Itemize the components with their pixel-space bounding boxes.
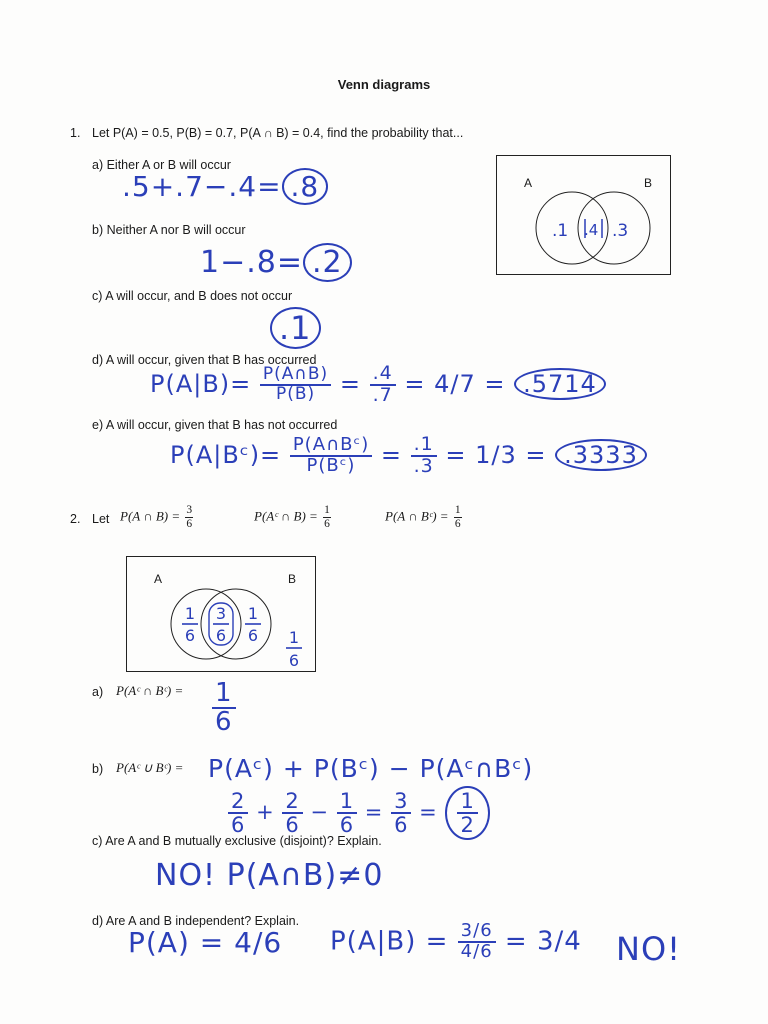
- q1-venn-both: .4: [584, 221, 599, 239]
- q2-given-2-num: 1: [324, 504, 330, 516]
- q2-venn-circle-a: [171, 589, 241, 659]
- q1d-eq2: = 4/7 =: [404, 369, 506, 398]
- q2b-t4-den: 6: [394, 813, 409, 838]
- q2b-t1: [228, 790, 248, 836]
- q2a-answer: [212, 680, 236, 737]
- q2-given-3-num: 1: [454, 504, 461, 516]
- q2b-t1-num: 2: [228, 790, 248, 814]
- q1a-expression: .5+.7−.4=: [122, 170, 282, 203]
- q2-venn-label-b: B: [288, 572, 297, 586]
- q2-venn-label-a: A: [154, 572, 163, 586]
- q2-venn-a-only-den: 6: [184, 626, 196, 645]
- q1e-frac1-num: P(A∩Bᶜ): [290, 436, 372, 457]
- q1e-frac2-num: .1: [411, 435, 437, 457]
- q2d-frac: [458, 922, 496, 962]
- q1e-frac2: [411, 435, 437, 477]
- q2d-verdict: NO!: [616, 930, 681, 968]
- q1d-work: [150, 364, 606, 406]
- q2a-answer-den: 6: [215, 707, 233, 738]
- q1e-eq1: =: [380, 440, 402, 469]
- q2-number: 2.: [70, 512, 81, 526]
- q2d-frac-num: 3/6: [458, 922, 496, 943]
- q1d-frac2-den: .7: [372, 383, 393, 406]
- q2-given-3-den: 6: [454, 518, 461, 530]
- q1e-lhs: P(A|Bᶜ)=: [170, 440, 282, 469]
- q2b-answer-den: 2: [460, 813, 475, 838]
- q1e-label: e) A will occur, given that B has not occurred: [92, 418, 338, 432]
- q2-given-2: [254, 504, 331, 531]
- q1a-answer: .8: [282, 168, 329, 205]
- q2-given-1-frac: [185, 504, 193, 531]
- q2b-op4: =: [419, 800, 438, 825]
- q2-given-3-frac: [454, 504, 462, 531]
- q1b-label: b) Neither A nor B will occur: [92, 223, 246, 237]
- q1b-work: [200, 243, 352, 282]
- q2-given-2-expr: P(Aᶜ ∩ B) =: [254, 508, 318, 524]
- q2-venn-both-num: 3: [215, 604, 227, 623]
- q2-given-1-den: 6: [186, 518, 193, 530]
- q2-venn-b-only-num: 1: [247, 604, 259, 623]
- q2a-answer-num: 1: [212, 680, 236, 709]
- q2b-line1: P(Aᶜ) + P(Bᶜ) − P(Aᶜ∩Bᶜ): [208, 754, 534, 783]
- q2-given-2-den: 6: [324, 518, 330, 530]
- q2a-work: [212, 680, 236, 737]
- q1-prompt: Let P(A) = 0.5, P(B) = 0.7, P(A ∩ B) = 0.4, find the probability that...: [92, 126, 464, 140]
- q2-venn-both-den: 6: [215, 626, 227, 645]
- q2d-frac-den: 4/6: [460, 940, 493, 962]
- q1e-frac2-den: .3: [413, 454, 434, 477]
- q1-venn-b-only: .3: [612, 221, 629, 241]
- q1d-eq1: =: [339, 369, 361, 398]
- q2-given-1-expr: P(A ∩ B) =: [120, 508, 181, 524]
- q1d-frac2: [370, 364, 396, 406]
- q1b-answer: .2: [303, 243, 352, 282]
- q2a-expr: P(Aᶜ ∩ Bᶜ) =: [116, 683, 184, 698]
- q2-venn-a-only-num: 1: [184, 604, 196, 623]
- q2b-t2-num: 2: [282, 790, 302, 814]
- q2-venn-diagram: [126, 556, 316, 672]
- q1e-answer: .3333: [555, 439, 647, 471]
- q2d-pab: P(A|B) =: [330, 926, 449, 957]
- q2-given-1: [120, 504, 193, 531]
- q1c-work: [270, 307, 321, 349]
- q1-venn-box: [497, 156, 671, 275]
- q2b-t4: [391, 790, 411, 836]
- q2b-answer-num: 1: [457, 790, 477, 814]
- q1d-frac1: [260, 366, 331, 404]
- q2c-label: c) Are A and B mutually exclusive (disjoint)? Explain.: [92, 834, 382, 848]
- q2-given-3-expr: P(A ∩ Bᶜ) =: [385, 508, 449, 524]
- q1c-answer: .1: [270, 307, 321, 349]
- q2d-pa: P(A) = 4/6: [128, 926, 283, 959]
- q1d-answer: .5714: [514, 368, 606, 400]
- q1e-frac1: [290, 436, 372, 476]
- q2-venn-b-only-den: 6: [247, 626, 259, 645]
- q2d-work: [330, 922, 582, 962]
- q1d-frac1-num: P(A∩B): [260, 366, 331, 386]
- q2b-t2: [282, 790, 302, 836]
- q2-given-2-frac: [323, 504, 331, 531]
- q1a-label: a) Either A or B will occur: [92, 158, 231, 172]
- q1a-work: [122, 168, 328, 205]
- q2d-eq: = 3/4: [504, 926, 582, 957]
- q2-given-1-num: 3: [186, 504, 193, 516]
- q1d-lhs: P(A|B)=: [150, 369, 252, 398]
- q1e-frac1-den: P(Bᶜ): [306, 454, 356, 476]
- q2b-t3: [337, 790, 357, 836]
- q1-number: 1.: [70, 126, 81, 140]
- q2d-label: d) Are A and B independent? Explain.: [92, 914, 300, 928]
- q2b-t3-num: 1: [337, 790, 357, 814]
- q2-let: Let: [92, 512, 110, 526]
- q1b-expression: 1−.8=: [200, 245, 303, 280]
- q2b-op2: −: [310, 800, 330, 825]
- q1d-label: d) A will occur, given that B has occurred: [92, 353, 317, 367]
- q2b-op1: +: [256, 800, 275, 825]
- q1-venn-label-b: B: [644, 176, 653, 190]
- q2-venn-outside-den: 6: [288, 651, 300, 670]
- q2b-expr: P(Aᶜ ∪ Bᶜ) =: [116, 760, 184, 775]
- q2b-answer: [445, 786, 489, 840]
- page-title: Venn diagrams: [337, 77, 431, 92]
- q2-given-3: [385, 504, 462, 531]
- q2b-t4-num: 3: [391, 790, 411, 814]
- q2c-answer: NO! P(A∩B)≠0: [155, 858, 384, 893]
- q2b-op3: =: [364, 800, 384, 825]
- q1d-frac1-den: P(B): [275, 383, 316, 404]
- q2b-t2-den: 6: [285, 813, 300, 838]
- q1-venn-diagram: [496, 155, 671, 275]
- q2b-label: b): [92, 762, 104, 776]
- q1c-label: c) A will occur, and B does not occur: [92, 289, 293, 303]
- q1e-eq2: = 1/3 =: [445, 440, 547, 469]
- q2a-label: a): [92, 685, 104, 699]
- q2b-t3-den: 6: [339, 813, 355, 838]
- q1d-frac2-num: .4: [370, 364, 396, 386]
- q1e-work: [170, 435, 647, 477]
- q1-venn-label-a: A: [524, 176, 533, 190]
- q2-venn-outside-num: 1: [288, 628, 300, 647]
- q2b-t1-den: 6: [231, 813, 246, 838]
- q1-venn-a-only: .1: [552, 221, 569, 241]
- q2b-line2: [228, 786, 490, 840]
